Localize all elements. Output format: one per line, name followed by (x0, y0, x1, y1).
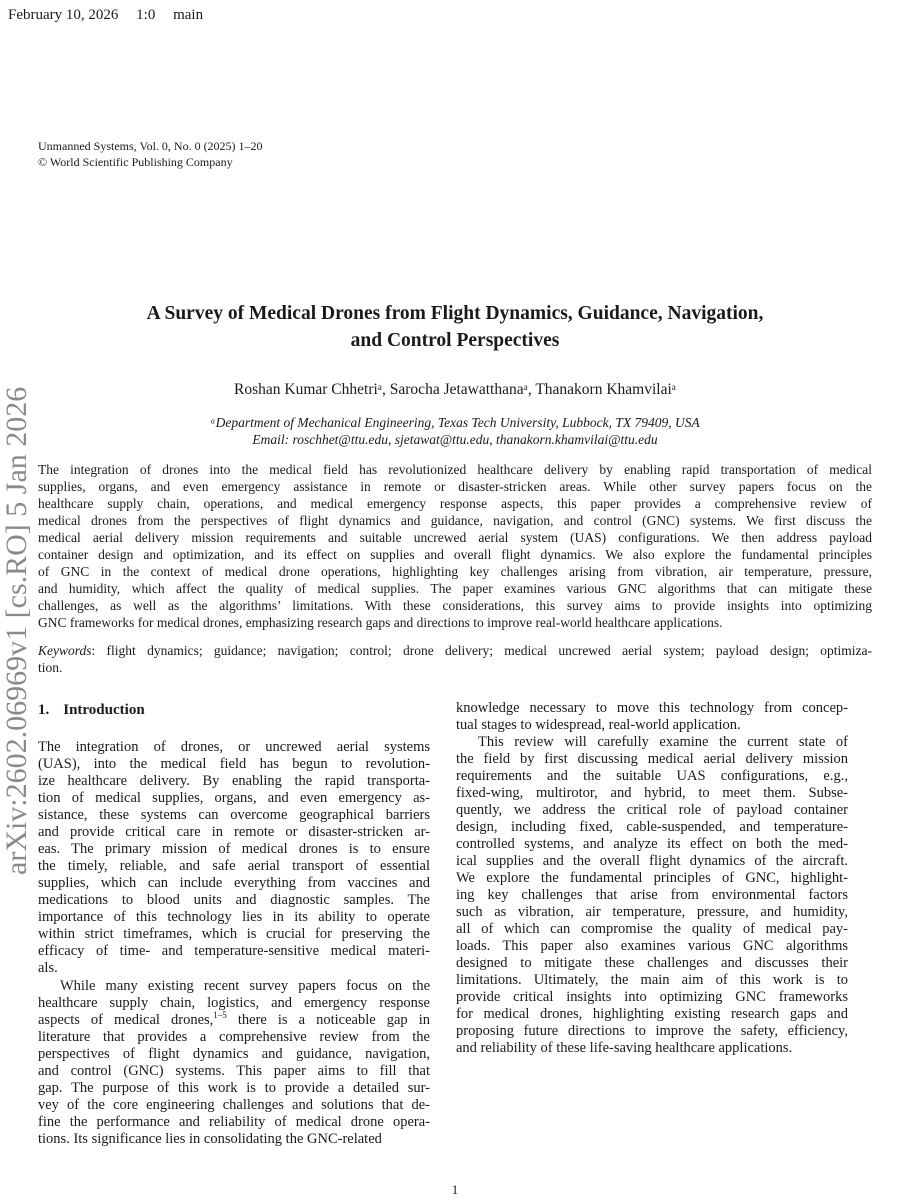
text-line: healthcare supply chain, operations, and medical emergency response aspects, this paper provides a comprehensive review of (38, 496, 872, 511)
text-line: and provide critical care in remote or disaster-stricken ar- (38, 824, 430, 840)
text-line: the field by first discussing medical aerial delivery mission (456, 751, 848, 767)
text-line: designed to mitigate these challenges and discusses their (456, 955, 848, 971)
text-line (38, 1012, 430, 1029)
paper-title (0, 300, 910, 354)
affiliation (0, 414, 910, 448)
text-line: vey of the core engineering challenges and solutions that de- (38, 1097, 430, 1113)
keywords-label: Keywords (38, 643, 92, 658)
text-line: of GNC in the context of medical drone operations, highlighting key challenges arising from vibration, air temperature, pressure, (38, 564, 872, 579)
text-line: limitations. Ultimately, the main aim of this work is to (456, 972, 848, 988)
text-line: supplies, which can include everything from vaccines and (38, 875, 430, 891)
text-line: within strict timeframes, which is crucial for preserving the (38, 926, 430, 942)
text-line: medical aerial delivery mission requirements and suitable uncrewed aerial system (UAS) configurations. We then address payload (38, 530, 872, 545)
text-line: ing key challenges that arise from environmental factors (456, 887, 848, 903)
right-column (456, 700, 848, 1057)
left-column (38, 739, 430, 1148)
text-line: We explore the fundamental principles of GNC, highlight- (456, 870, 848, 886)
text-line: eas. The primary mission of medical drones is to ensure (38, 841, 430, 857)
abstract (38, 461, 872, 631)
text-line: literature that provides a comprehensive review from the (38, 1029, 430, 1045)
text-line: ical supplies and the overall flight dynamics of the aircraft. (456, 853, 848, 869)
text-line: (UAS), into the medical field has begun to revolution- (38, 756, 430, 772)
citation[interactable]: 1–5 (213, 1010, 227, 1021)
running-head (8, 7, 217, 24)
text-line: While many existing recent survey papers focus on the (60, 978, 430, 994)
text-line: efficacy of time- and temperature-sensitive medical materi- (38, 943, 430, 959)
text-line: fixed-wing, multirotor, and hybrid, to meet them. Subse- (456, 785, 848, 801)
text-line: and humidity, which affect the quality of medical supplies. The paper examines various GNC algorithms that can mitigate these (38, 581, 872, 596)
text-line: GNC frameworks for medical drones, emphasizing research gaps and directions to improve real-world healthcare applications. (38, 615, 723, 630)
text-line: This review will carefully examine the current state of (478, 734, 848, 750)
section-title: Introduction (63, 702, 145, 718)
affiliation-department: ᵃDepartment of Mechanical Engineering, Texas Tech University, Lubbock, TX 79409, USA (210, 415, 700, 430)
paragraph (456, 734, 848, 1057)
text-line: quently, we address the critical role of payload container (456, 802, 848, 818)
affiliation-emails: Email: roschhet@ttu.edu, sjetawat@ttu.edu, thanakorn.khamvilai@ttu.edu (252, 432, 658, 447)
paragraph (38, 978, 430, 1148)
text-line: design, including fixed, cable-suspended, and temperature- (456, 819, 848, 835)
page-number: 1 (451, 1182, 459, 1197)
text-line: for medical drones, highlighting existing research gaps and (456, 1006, 848, 1022)
authors: Roshan Kumar Chhetriᵃ, Sarocha Jetawatthanaᵃ, Thanakorn Khamvilaiᵃ (234, 381, 676, 398)
text-line: ize healthcare delivery. By enabling the rapid transporta- (38, 773, 430, 789)
running-head-label: main (173, 7, 204, 23)
text-line: challenges, as well as the algorithms’ limitations. With these considerations, this survey aims to provide insights into optimizing (38, 598, 872, 613)
text-line: requirements and the suitable UAS configurations, e.g., (456, 768, 848, 784)
text-line: provide critical insights into optimizing GNC frameworks (456, 989, 848, 1005)
keywords-list-end: tion. (38, 660, 63, 675)
arxiv-stamp: arXiv:2602.06969v1 [cs.RO] 5 Jan 2026 (0, 386, 33, 875)
text-line: tual stages to widespread, real-world application. (456, 717, 741, 733)
text-line: tion of medical supplies, organs, and even emergency as- (38, 790, 430, 806)
journal-citation: Unmanned Systems, Vol. 0, No. 0 (2025) 1–20 (38, 139, 263, 153)
text-line: perspectives of flight dynamics and guidance, navigation, (38, 1046, 430, 1062)
text-line: knowledge necessary to move this technology from concep- (456, 700, 848, 716)
text-line: gap. The purpose of this work is to provide a detailed sur- (38, 1080, 430, 1096)
paragraph (38, 739, 430, 977)
journal-info (38, 138, 263, 170)
section-number: 1. (38, 702, 50, 718)
text-line: sistance, these systems can overcome geographical barriers (38, 807, 430, 823)
running-head-date: February 10, 2026 (8, 7, 119, 23)
text-line: als. (38, 960, 58, 976)
text-line: and control (GNC) systems. This paper aims to fill that (38, 1063, 430, 1079)
text-line: all of which can compromise the quality of medical pay- (456, 921, 848, 937)
text-fragment: there is a noticeable gap in (226, 1012, 430, 1028)
text-line: The integration of drones into the medical field has revolutionized healthcare delivery by enabling rapid transportation of medical (38, 462, 872, 477)
text-line: medical drones from the perspectives of flight dynamics and guidance, navigation, and control (GNC) systems. We first discuss the (38, 513, 872, 528)
text-line: proposing future directions to improve the safety, efficiency, (456, 1023, 848, 1039)
text-line: medications to blood units and diagnostic samples. The (38, 892, 430, 908)
keywords (38, 642, 872, 676)
running-head-time: 1:0 (136, 7, 156, 23)
text-line: supplies, organs, and even emergency assistance in remote or disaster-stricken areas. While other survey papers focus on the (38, 479, 872, 494)
text-line: and reliability of these life-saving healthcare applications. (456, 1040, 793, 1056)
text-line: fine the performance and reliability of medical drone opera- (38, 1114, 430, 1130)
text-line: The integration of drones, or uncrewed aerial systems (38, 739, 430, 755)
text-line: loads. This paper also examines various GNC algorithms (456, 938, 848, 954)
paragraph (456, 700, 848, 734)
keywords-list: : flight dynamics; guidance; navigation; control; drone delivery; medical uncrewed aerial system; payload design; optimiza- (91, 643, 872, 658)
journal-copyright: © World Scientific Publishing Company (38, 155, 233, 169)
title-line-2: and Control Perspectives (350, 330, 560, 351)
text-line: controlled systems, and analyze its effect on both the med- (456, 836, 848, 852)
text-line: healthcare supply chain, logistics, and emergency response (38, 995, 430, 1011)
text-line: tions. Its significance lies in consolidating the GNC-related (38, 1131, 382, 1147)
text-line: such as vibration, air temperature, pressure, and humidity, (456, 904, 848, 920)
section-heading (38, 701, 159, 719)
text-line: container design and optimization, and its effect on supplies and overall flight dynamics. We also explore the fundamental principles (38, 547, 872, 562)
text-line: the timely, reliable, and safe aerial transport of essential (38, 858, 430, 874)
title-line-1: A Survey of Medical Drones from Flight Dynamics, Guidance, Navigation, (146, 303, 764, 324)
text-line: importance of this technology lies in its ability to operate (38, 909, 430, 925)
text-fragment: aspects of medical drones, (38, 1012, 214, 1028)
